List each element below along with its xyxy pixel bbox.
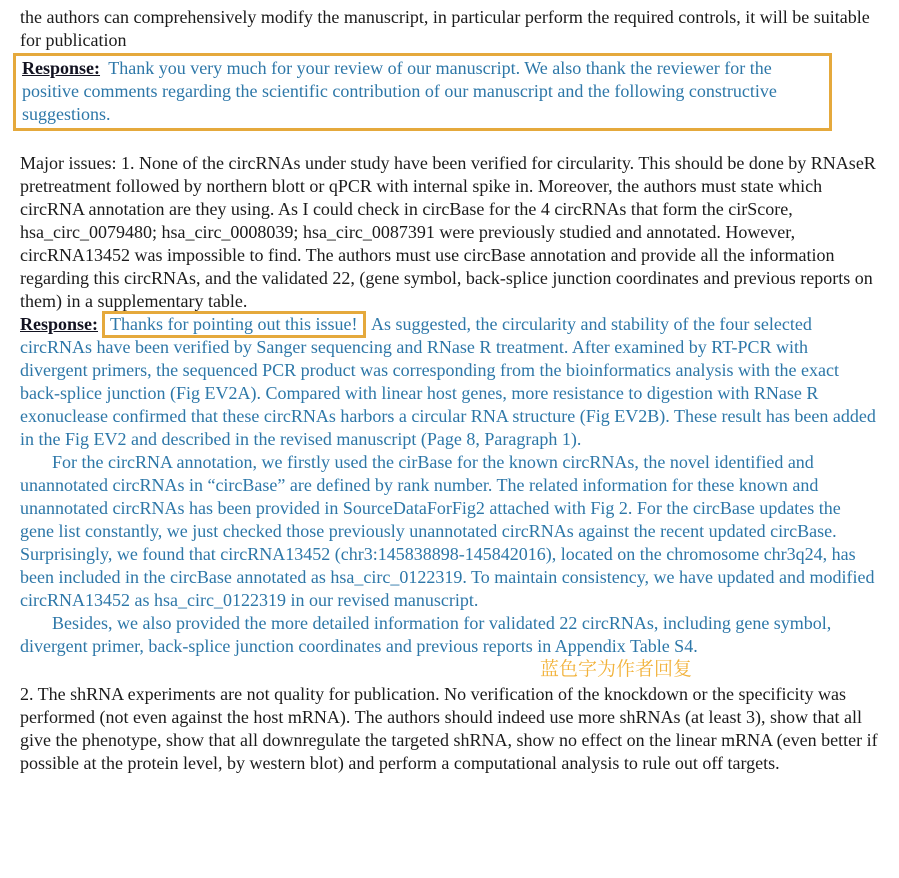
response-2-highlighted-text: Thanks for pointing out this issue!	[102, 311, 365, 338]
response-2-paragraph-3: Besides, we also provided the more detailed information for validated 22 circRNAs, including gene symbol, divergent primer, back-splice junction coordinates and previous reports in Appendix Table S4.	[20, 613, 832, 656]
response-2-paragraph	[20, 313, 879, 451]
response-1-text: Thank you very much for your review of our manuscript. We also thank the reviewer for the positive comments regarding the scientific contribution of our manuscript and the following constructive suggestions.	[22, 58, 777, 124]
major-issue-1-paragraph: Major issues: 1. None of the circRNAs under study have been verified for circularity. This should be done by RNAseR pretreatment followed by northern blott or qPCR with internal spike in. Moreover, the authors must state which circRNA annotation are they using. As I could check in circBase for the 4 circRNAs that form the cirScore, hsa_circ_0079480; hsa_circ_0008039; hsa_circ_0087391 were previously studied and annotated. However, circRNA13452 was impossible to find. The authors must use circBase annotation and provide all the information regarding this circRNAs, and the validated 22, (gene symbol, back-splice junction coordinates and previous reports on them) in a supplementary table.	[20, 153, 876, 311]
reviewer-intro-paragraph: the authors can comprehensively modify the manuscript, in particular perform the required controls, it will be suitable for publication	[20, 7, 870, 50]
response-1-paragraph	[22, 57, 823, 126]
response-2-paragraph-2: For the circRNA annotation, we firstly used the cirBase for the known circRNAs, the novel identified and unannotated circRNAs in “circBase” are defined by rank number. The related information for these known and unannotated circRNAs has been provided in SourceDataForFig2 attached with Fig 2. For the circBase updates the gene list constantly, we just checked those previously unannotated circRNAs against the recent updated circBase. Surprisingly, we found that circRNA13452 (chr3:145838898-145842016), located on the chromosome chr3q24, has been included in the circBase annotated as hsa_circ_0122319. To maintain consistency, we have updated and modified circRNA13452 as hsa_circ_0122319 in our revised manuscript.	[20, 452, 875, 610]
major-issue-2-paragraph: 2. The shRNA experiments are not quality for publication. No verification of the knockdown or the specificity was performed (not even against the host mRNA). The authors should indeed use more shRNAs (at least 3), show that all give the phenotype, show that all downregulate the targeted shRNA, show no effect on the linear mRNA (even better if possible at the protein level, by western blot) and perform a computational analysis to rule out off targets.	[20, 684, 878, 773]
response-2-text: As suggested, the circularity and stability of the four selected circRNAs have been verified by Sanger sequencing and RNase R treatment. After examined by RT-PCR with divergent primers, the sequenced PCR product was corresponding from the bioinformatics analysis with the exact back-splice junction (Fig EV2A). Compared with linear host genes, more resistance to digestion with RNase R exonuclease confirmed that these circRNAs harbors a circular RNA structure (Fig EV2B). These result has been added in the Fig EV2 and described in the revised manuscript (Page 8, Paragraph 1).	[20, 314, 876, 449]
response-1-highlight-box	[13, 53, 832, 131]
response-2-label: Response:	[20, 314, 99, 334]
response-1-label: Response:	[22, 58, 101, 78]
blue-text-annotation-note: 蓝色字为作者回复	[540, 659, 693, 680]
